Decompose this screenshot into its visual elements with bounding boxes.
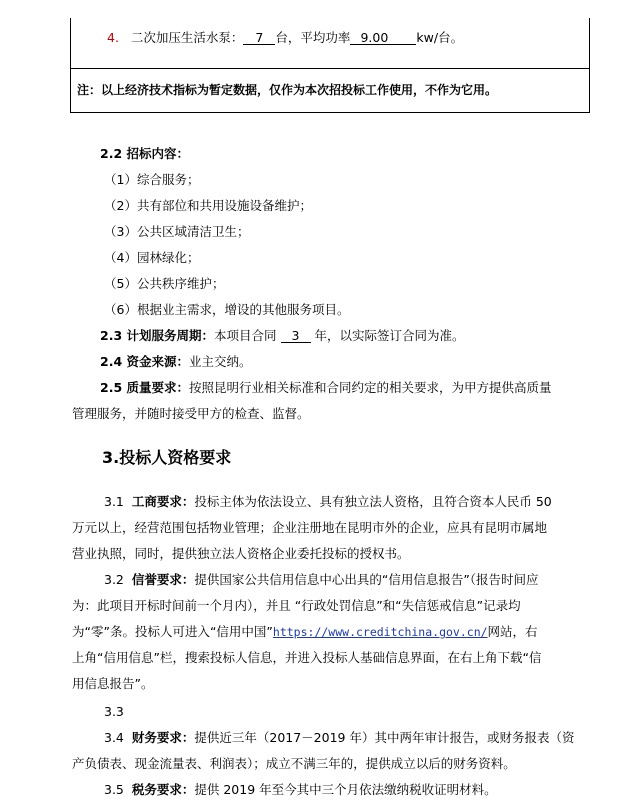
- section-3-4-line1: 提供近三年（2017－2019 年）其中两年审计报告，或财务报表（资: [194, 730, 575, 745]
- table-note: 注：以上经济技术指标为暂定数据，仅作为本次招投标工作使用，不作为它用。: [77, 83, 498, 97]
- section-3-1-label: 工商要求：: [131, 494, 195, 509]
- section-3-5: [104, 782, 497, 798]
- section-3-2-line1: 提供国家公共信用信息中心出具的“信用信息报告”（报告时间应: [194, 572, 539, 587]
- power-unit-blank: [398, 31, 416, 45]
- item-text-a: 二次加压生活水泵：: [130, 30, 244, 45]
- section-3-3-num: 3.3: [104, 704, 124, 719]
- section-3-2-line3b: 网站，右: [487, 624, 538, 639]
- table-row-water-pump: [71, 18, 589, 69]
- section-2-3-label: 2.3 计划服务周期：: [100, 328, 214, 343]
- section-3-1-line1: 投标主体为依法设立、具有独立法人资格，且符合资本人民币 50: [194, 494, 552, 509]
- item-number: 4.: [107, 30, 119, 45]
- list-item: （4）园林绿化；: [104, 250, 200, 265]
- section-3-2-num: 3.2: [104, 572, 124, 587]
- section-3-2-line3: [72, 624, 538, 640]
- section-3-5-label: 税务要求：: [131, 782, 195, 797]
- section-3-2-label: 信誉要求：: [131, 572, 195, 587]
- section-3-1-num: 3.1: [104, 494, 124, 509]
- service-years: 3: [281, 329, 311, 343]
- section-2-4-text: 业主交纳。: [189, 354, 252, 369]
- section-3-2-line2: 为：此项目开标时间前一个月内），并且 “行政处罚信息”和“失信惩戒信息”记录均: [72, 598, 521, 613]
- section-3-5-text: 提供 2019 年至今其中三个月依法缴纳税收证明材料。: [194, 782, 497, 797]
- section-3-2-line3a: 为“零”条。投标人可进入“信用中国”: [72, 624, 273, 639]
- table-row-note: [71, 69, 589, 112]
- table-row-text: [107, 30, 463, 46]
- section-3-heading: 3.投标人资格要求: [102, 448, 232, 467]
- list-item: （2）共有部位和共用设施设备维护；: [104, 198, 312, 213]
- section-2-2-heading: 2.2 招标内容：: [100, 146, 189, 161]
- section-3-1-line3: 营业执照，同时，提供独立法人资格企业委托投标的授权书。: [72, 546, 410, 561]
- credit-china-link[interactable]: https://www.creditchina.gov.cn/: [272, 625, 488, 639]
- pump-quantity: 7: [243, 31, 275, 45]
- list-item: （3）公共区域清洁卫生；: [104, 224, 250, 239]
- section-3-4: [104, 730, 574, 746]
- section-3-5-num: 3.5: [104, 782, 124, 797]
- list-item: （5）公共秩序维护；: [104, 276, 225, 291]
- indicator-table: [70, 18, 590, 113]
- list-item: （6）根据业主需求，增设的其他服务项目。: [104, 302, 350, 317]
- power-unit: kw/台。: [416, 30, 464, 45]
- section-2-5-line2: 管理服务，并随时接受甲方的检查、监督。: [72, 406, 310, 421]
- item-text-b: 台，平均功率: [275, 30, 351, 45]
- pump-power: 9.00: [350, 31, 398, 45]
- section-2-3: [100, 328, 465, 344]
- section-2-5-label: 2.5 质量要求：: [100, 380, 189, 395]
- section-2-3-text-b: 年，以实际签订合同为准。: [314, 328, 465, 343]
- section-3-4-num: 3.4: [104, 730, 124, 745]
- section-3-1: [104, 494, 552, 510]
- section-3-1-line2: 万元以上，经营范围包括物业管理；企业注册地在昆明市外的企业，应具有昆明市属地: [72, 520, 548, 535]
- section-3-4-label: 财务要求：: [131, 730, 195, 745]
- section-2-5-line1: 按照昆明行业相关标准和合同约定的相关要求，为甲方提供高质量: [189, 380, 552, 395]
- section-3-2-line5: 用信息报告”。: [72, 676, 154, 691]
- section-2-5: [100, 380, 552, 396]
- section-2-4: [100, 354, 252, 370]
- section-3-2-line4: 上角“信用信息”栏，搜索投标人信息，并进入投标人基础信息界面，在右上角下载“信: [72, 650, 542, 665]
- section-3-4-line2: 产负债表、现金流量表、利润表）；成立不满三年的，提供成立以后的财务资料。: [72, 756, 516, 771]
- section-2-3-text-a: 本项目合同: [214, 328, 277, 343]
- list-item: （1）综合服务；: [104, 172, 200, 187]
- section-3-2: [104, 572, 539, 588]
- section-2-4-label: 2.4 资金来源：: [100, 354, 189, 369]
